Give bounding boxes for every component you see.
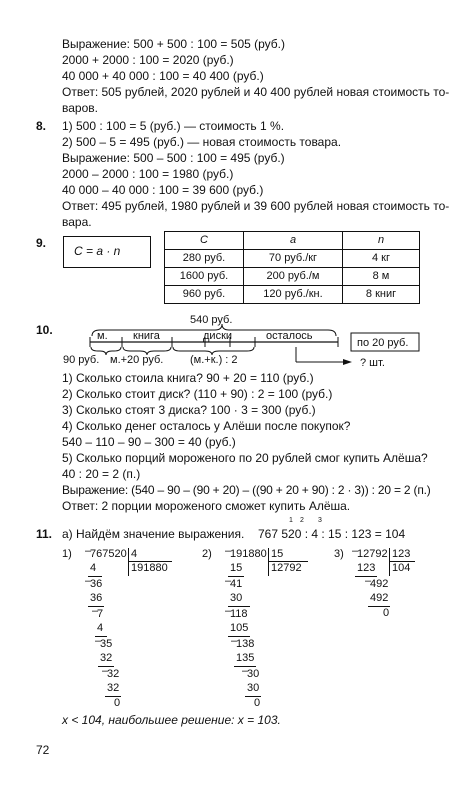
- minus-sign: –: [231, 635, 238, 647]
- division-step: 0: [114, 697, 121, 709]
- table-header: C: [165, 232, 244, 250]
- division-step: 41: [230, 578, 243, 590]
- below-label: м.+20 руб.: [110, 354, 164, 366]
- quotient: 191880: [131, 562, 168, 574]
- text-line: 4) Сколько денег осталось у Алёши после покупок?: [62, 419, 351, 433]
- division-step: 123: [357, 562, 376, 574]
- text-line: 1) 500 : 100 = 5 (руб.) — стоимость 1 %.: [62, 119, 285, 133]
- table-cell: 8 м: [343, 268, 420, 286]
- division-step: 492: [370, 578, 389, 590]
- text-line: 540 – 110 – 90 – 300 = 40 (руб.): [62, 435, 236, 449]
- minus-sign: –: [95, 635, 102, 647]
- division-step: 0: [383, 607, 390, 619]
- minus-sign: –: [352, 545, 359, 557]
- quotient: 104: [392, 562, 411, 574]
- diagram-total: 540 руб.: [190, 314, 233, 326]
- task-number: 9.: [36, 236, 47, 250]
- expression: 767 520 : 4 : 15 : 123 = 104: [258, 527, 406, 541]
- task-number: 10.: [36, 323, 53, 337]
- table-cell: 70 руб./кг: [244, 250, 343, 268]
- table-cell: 4 кг: [343, 250, 420, 268]
- division-label: 2): [202, 548, 212, 560]
- division-step: 105: [230, 622, 249, 634]
- division-step: 30: [247, 668, 260, 680]
- division-step: 35: [100, 638, 113, 650]
- order-mark: 1: [289, 517, 293, 524]
- step-line: [228, 606, 250, 607]
- table-header: n: [343, 232, 420, 250]
- division-step: 30: [247, 682, 260, 694]
- minus-sign: –: [85, 575, 92, 587]
- segment-label: диски: [203, 330, 233, 342]
- table-header-row: [165, 232, 420, 250]
- division-step: 4: [97, 622, 104, 634]
- text-line: 3) Сколько стоят 3 диска? 100 · 3 = 300 (руб.): [62, 403, 316, 417]
- table-cell: 1600 руб.: [165, 268, 244, 286]
- text-line: 1) Сколько стоила книга? 90 + 20 = 110 (руб.): [62, 371, 314, 385]
- text-line: Ответ: 495 рублей, 1980 рублей и 39 600 рублей новая стоимость то-: [62, 199, 450, 213]
- minus-sign: –: [225, 575, 232, 587]
- minus-sign: –: [92, 605, 99, 617]
- table-row: [165, 250, 420, 268]
- text-line: 40 : 20 = 2 (п.): [62, 467, 141, 481]
- division-label: 3): [334, 548, 344, 560]
- table-cell: 960 руб.: [165, 286, 244, 304]
- text-line: 2) 500 – 5 = 495 (руб.) — новая стоимость товара.: [62, 135, 342, 149]
- text-line: 2000 + 2000 : 100 = 2020 (руб.): [62, 53, 234, 67]
- minus-sign: –: [365, 575, 372, 587]
- minus-sign: –: [225, 605, 232, 617]
- division-label: 1): [62, 548, 72, 560]
- page-number: 72: [36, 743, 50, 757]
- price-box-label: по 20 руб.: [357, 337, 409, 349]
- text-line: Выражение: 500 – 500 : 100 = 495 (руб.): [62, 151, 285, 165]
- order-mark: 3: [318, 517, 322, 524]
- dividend: 12792: [357, 548, 388, 560]
- text-line: варов.: [62, 101, 98, 115]
- segment-label: осталось: [266, 330, 313, 342]
- segment-diagram: [0, 310, 476, 370]
- text-line: 40 000 – 40 000 : 100 = 39 600 (руб.): [62, 183, 264, 197]
- table-cell: 280 руб.: [165, 250, 244, 268]
- below-label: (м.+к.) : 2: [190, 354, 238, 366]
- minus-sign: –: [102, 665, 109, 677]
- text-line: а) Найдём значение выражения.: [62, 527, 245, 541]
- text-line: Ответ: 505 рублей, 2020 рублей и 40 400 рублей новая стоимость то-: [62, 85, 450, 99]
- divider-line: [268, 548, 269, 576]
- divisor: 123: [392, 548, 411, 560]
- division-step: 30: [230, 592, 243, 604]
- segment-label: книга: [133, 330, 160, 342]
- division-step: 15: [230, 562, 243, 574]
- divisor: 15: [271, 548, 284, 560]
- text-line: вара.: [62, 215, 92, 229]
- table-cell: 8 книг: [343, 286, 420, 304]
- divisor: 4: [131, 548, 138, 560]
- order-mark: 2: [300, 517, 304, 524]
- minus-sign: –: [225, 545, 232, 557]
- text-line: Выражение: 500 + 500 : 100 = 505 (руб.): [62, 37, 285, 51]
- dividend: 767520: [90, 548, 127, 560]
- division-step: 32: [107, 682, 120, 694]
- task-number: 11.: [36, 527, 53, 541]
- text-line: Выражение: (540 – 90 – (90 + 20) – ((90 + 20 + 90) : 2 · 3)) : 20 = 2 (п.): [62, 483, 431, 497]
- text-line: 2) Сколько стоит диск? (110 + 90) : 2 = 100 (руб.): [62, 387, 333, 401]
- division-step: 118: [230, 608, 248, 620]
- formula: C = a · n: [74, 244, 121, 258]
- table-cell: 200 руб./м: [244, 268, 343, 286]
- values-table: [164, 231, 420, 304]
- arrow-label: ? шт.: [360, 357, 385, 369]
- division-step: 36: [90, 592, 103, 604]
- table-cell: 120 руб./кн.: [244, 286, 343, 304]
- division-step: 135: [236, 652, 255, 664]
- minus-sign: –: [242, 665, 249, 677]
- dividend: 191880: [230, 548, 267, 560]
- division-step: 492: [370, 592, 389, 604]
- arrow-head: [343, 359, 352, 365]
- division-step: 32: [107, 668, 120, 680]
- division-step: 4: [90, 562, 97, 574]
- below-label: 90 руб.: [63, 354, 100, 366]
- task-number: 8.: [36, 119, 47, 133]
- segment-label: м.: [97, 330, 108, 342]
- table-row: [165, 286, 420, 304]
- text-line: 5) Сколько порций мороженого по 20 рублей смог купить Алёша?: [62, 451, 428, 465]
- minus-sign: –: [85, 545, 92, 557]
- division-step: 7: [97, 608, 104, 620]
- text-line: 40 000 + 40 000 : 100 = 40 400 (руб.): [62, 69, 264, 83]
- divider-line: [128, 548, 129, 576]
- answer-line: x < 104, наибольшее решение: x = 103.: [62, 713, 281, 727]
- division-step: 32: [100, 652, 113, 664]
- divider-line: [389, 548, 390, 576]
- table-header: a: [244, 232, 343, 250]
- division-step: 0: [254, 697, 261, 709]
- text-line: Ответ: 2 порции мороженого сможет купить Алёша.: [62, 499, 351, 513]
- division-step: 36: [90, 578, 103, 590]
- table-row: [165, 268, 420, 286]
- text-line: 2000 – 2000 : 100 = 1980 (руб.): [62, 167, 234, 181]
- formula-box: [63, 236, 151, 268]
- quotient: 12792: [271, 562, 302, 574]
- division-step: 138: [236, 638, 255, 650]
